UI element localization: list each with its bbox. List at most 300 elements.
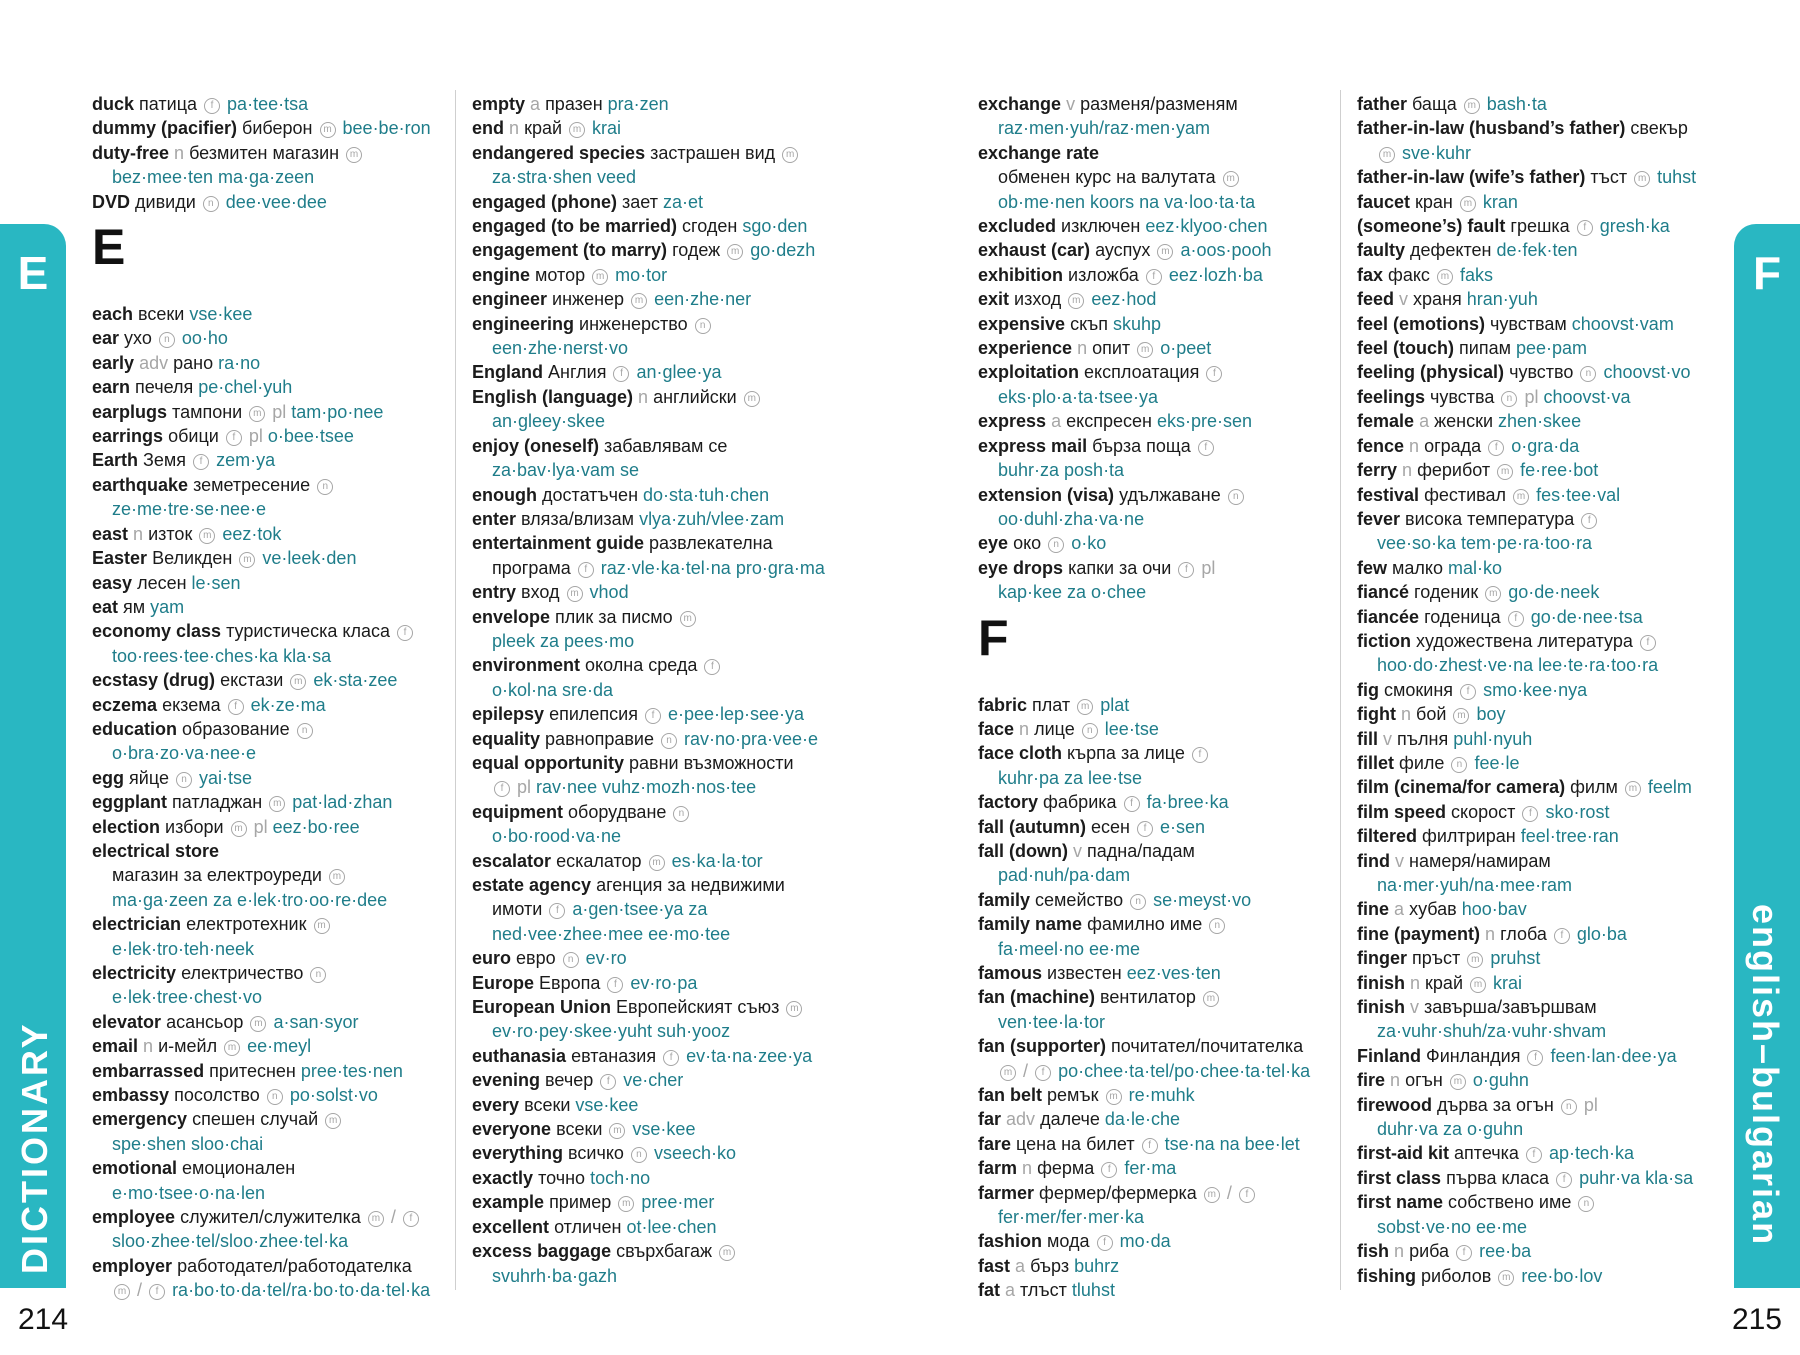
translation: смокиня xyxy=(1384,679,1454,700)
translation: имоти xyxy=(492,899,543,920)
translation: сгоден xyxy=(682,216,738,237)
translation: околна среда xyxy=(585,655,698,676)
pronunciation: een·zhe·ner xyxy=(654,289,752,310)
translation: емоционален xyxy=(182,1158,296,1179)
dictionary-entry xyxy=(1357,1215,1722,1239)
headword: employee xyxy=(92,1207,176,1228)
headword: end xyxy=(472,118,505,139)
pronunciation: mal·ko xyxy=(1448,557,1503,578)
headword: fever xyxy=(1357,508,1401,529)
headword: Europe xyxy=(472,972,535,993)
pronunciation: fe·ree·bot xyxy=(1520,460,1599,481)
pronunciation: eks·pre·sen xyxy=(1156,411,1252,432)
gender-icon: n xyxy=(1580,366,1596,382)
dictionary-entry xyxy=(472,385,837,409)
pronunciation: pad·nuh/pa·dam xyxy=(998,865,1131,886)
dictionary-entry xyxy=(978,717,1343,741)
dictionary-entry xyxy=(92,141,457,165)
translation: изток xyxy=(148,523,193,544)
translation: евро xyxy=(516,948,556,969)
dictionary-entry xyxy=(472,702,837,726)
headword: entertainment guide xyxy=(472,533,645,554)
dictionary-entry xyxy=(472,1190,837,1214)
gender-icon: m xyxy=(1464,98,1480,114)
gender-icon: m xyxy=(1467,952,1483,968)
translation: плат xyxy=(1032,694,1071,715)
gender-icon: m xyxy=(1157,244,1173,260)
gender-icon: m xyxy=(346,147,362,163)
headword: feed xyxy=(1357,289,1395,310)
translation: филм xyxy=(1570,777,1618,798)
headword: economy class xyxy=(92,621,222,642)
gender-icon: f xyxy=(1192,747,1208,763)
plural-marker: pl xyxy=(1524,386,1539,407)
pronunciation: o·gra·da xyxy=(1511,435,1580,456)
part-of-speech: v xyxy=(1073,840,1082,861)
tab-label-right: english–bulgarian xyxy=(1745,904,1786,1247)
gender-icon: f xyxy=(149,1284,165,1300)
translation: безмитен магазин xyxy=(189,142,340,163)
translation: експлоатация xyxy=(1084,362,1200,383)
plural-marker: pl xyxy=(517,777,532,798)
headword: equal opportunity xyxy=(472,752,624,773)
translation: фестивал xyxy=(1424,484,1507,505)
dictionary-entry xyxy=(978,1034,1343,1058)
translation: удължаване xyxy=(1119,484,1221,505)
dictionary-entry xyxy=(978,385,1343,409)
headword: enjoy (oneself) xyxy=(472,435,600,456)
pronunciation: fer·ma xyxy=(1124,1158,1177,1179)
headword: exchange rate xyxy=(978,142,1100,163)
dictionary-entry xyxy=(978,1059,1343,1083)
dictionary-entry xyxy=(472,922,837,946)
pronunciation: pree·tes·nen xyxy=(300,1060,403,1081)
translation: патладжан xyxy=(172,792,263,813)
translation: плик за писмо xyxy=(555,606,673,627)
headword: emotional xyxy=(92,1158,178,1179)
translation: електричество xyxy=(181,963,304,983)
dictionary-entry xyxy=(472,556,837,580)
gender-icon: m xyxy=(114,1284,130,1300)
translation: всеки xyxy=(556,1119,603,1140)
headword: European Union xyxy=(472,997,611,1018)
translation: цена на билет xyxy=(1016,1133,1135,1154)
translation: баща xyxy=(1412,94,1457,114)
pronunciation: plat xyxy=(1100,694,1130,715)
dictionary-entry xyxy=(472,238,837,262)
headword: fan (machine) xyxy=(978,987,1096,1008)
part-of-speech: a xyxy=(1394,899,1405,920)
gender-icon: f xyxy=(613,366,629,382)
pronunciation: sko·rost xyxy=(1545,801,1610,822)
dictionary-entry xyxy=(978,1132,1343,1156)
headword: faucet xyxy=(1357,191,1411,212)
pronunciation: vse·kee xyxy=(632,1119,696,1140)
dictionary-entry xyxy=(472,629,837,653)
pronunciation: sobst·ve·no ee·me xyxy=(1377,1216,1528,1237)
dictionary-entry xyxy=(1357,409,1722,433)
dictionary-entry xyxy=(92,424,457,448)
dictionary-entry xyxy=(978,888,1343,912)
gender-icon: m xyxy=(1137,342,1153,358)
headword: far xyxy=(978,1109,1002,1130)
dictionary-entry xyxy=(472,1215,837,1239)
translation: художествена литература xyxy=(1416,630,1633,651)
dictionary-entry xyxy=(92,644,457,668)
dictionary-entry xyxy=(1357,1044,1722,1068)
dictionary-entry xyxy=(978,1278,1343,1302)
gender-icon: f xyxy=(1206,366,1222,382)
headword: feel (emotions) xyxy=(1357,313,1486,334)
headword: emergency xyxy=(92,1109,188,1130)
headword: environment xyxy=(472,655,581,676)
gender-icon: m xyxy=(1485,586,1501,602)
translation: тампони xyxy=(172,401,243,422)
headword: duty-free xyxy=(92,142,170,163)
part-of-speech: n xyxy=(1410,972,1421,993)
translation: огън xyxy=(1405,1070,1443,1091)
part-of-speech: v xyxy=(1066,94,1076,114)
translation: Европейският съюз xyxy=(616,997,780,1018)
headword: early xyxy=(92,352,135,373)
translation: екзема xyxy=(162,694,221,715)
pronunciation: za·vuhr·shuh/za·vuhr·shvam xyxy=(1377,1021,1607,1042)
pronunciation: bez·mee·ten ma·ga·zeen xyxy=(112,167,315,188)
translation: изключен xyxy=(1061,216,1141,237)
dictionary-entry xyxy=(472,653,837,677)
headword: fine (payment) xyxy=(1357,923,1481,944)
dictionary-entry xyxy=(472,1239,837,1263)
pronunciation: raz·vle·ka·tel·na pro·gra·ma xyxy=(600,557,825,578)
pronunciation: oo·duhl·zha·va·ne xyxy=(998,508,1145,529)
tab-label-left: DICTIONARY xyxy=(14,1021,55,1274)
translation: ям xyxy=(123,596,146,617)
part-of-speech: v xyxy=(1383,728,1393,749)
headword: feel (touch) xyxy=(1357,338,1454,359)
gender-icon: m xyxy=(1634,171,1650,187)
headword: egg xyxy=(92,767,125,788)
translation: всичко xyxy=(568,1143,624,1164)
dictionary-entry xyxy=(978,741,1343,765)
section-letter: F xyxy=(978,609,1009,666)
gender-icon: n xyxy=(203,196,219,212)
translation: пример xyxy=(549,1192,612,1213)
gender-icon: n xyxy=(631,1147,647,1163)
headword: enter xyxy=(472,508,517,529)
translation: есен xyxy=(1091,816,1130,837)
translation: аптечка xyxy=(1454,1143,1519,1164)
pronunciation: ve·leek·den xyxy=(262,548,357,569)
translation: фамилно име xyxy=(1087,914,1203,935)
pronunciation: pleek za pees·mo xyxy=(492,630,635,651)
dictionary-entry xyxy=(472,531,837,555)
headword: earthquake xyxy=(92,474,189,495)
pronunciation: pree·mer xyxy=(641,1192,715,1213)
dictionary-entry xyxy=(1357,922,1722,946)
gender-icon: f xyxy=(1035,1065,1051,1081)
pronunciation: mo·tor xyxy=(615,264,668,285)
dictionary-entry xyxy=(92,595,457,619)
pronunciation: za·et xyxy=(662,191,703,212)
dictionary-entry xyxy=(472,483,837,507)
translation: работодател/работодателка xyxy=(177,1255,412,1276)
dictionary-entry xyxy=(92,863,457,887)
translation: грешка xyxy=(1510,216,1570,237)
dictionary-entry xyxy=(472,263,837,287)
headword: east xyxy=(92,523,129,544)
translation: епилепсия xyxy=(549,704,638,725)
translation: ухо xyxy=(124,328,152,349)
gender-icon: f xyxy=(704,659,720,675)
part-of-speech: n xyxy=(133,523,144,544)
dictionary-entry xyxy=(472,1117,837,1141)
gender-icon: f xyxy=(226,430,242,446)
dictionary-entry xyxy=(1357,751,1722,775)
plural-marker: pl xyxy=(253,816,268,837)
dictionary-entry xyxy=(92,985,457,1009)
dictionary-entry xyxy=(978,766,1343,790)
translation: собствено име xyxy=(1448,1192,1572,1213)
translation: пълня xyxy=(1397,728,1449,749)
dictionary-entry xyxy=(92,937,457,961)
headword: family xyxy=(978,889,1031,910)
headword: engineering xyxy=(472,313,575,334)
pronunciation: een·zhe·nerst·vo xyxy=(492,338,629,359)
gender-icon: m xyxy=(368,1211,384,1227)
dictionary-entry xyxy=(92,1059,457,1083)
translation: пръст xyxy=(1412,948,1461,969)
translation: яйце xyxy=(129,767,169,788)
dictionary-entry xyxy=(472,995,837,1019)
dictionary-entry xyxy=(92,400,457,424)
gender-separator: / xyxy=(1226,1182,1232,1203)
translation: вентилатор xyxy=(1100,987,1196,1008)
gender-icon: f xyxy=(1101,1162,1117,1178)
dictionary-entry xyxy=(978,839,1343,863)
gender-icon: n xyxy=(1228,489,1244,505)
gender-icon: f xyxy=(1142,1138,1158,1154)
gender-icon: m xyxy=(1106,1089,1122,1105)
page-number-right: 215 xyxy=(1731,1303,1782,1336)
headword: electrician xyxy=(92,914,182,935)
pronunciation: a·oos·pooh xyxy=(1180,240,1272,261)
pronunciation: oo·ho xyxy=(181,328,228,349)
headword: exactly xyxy=(472,1167,534,1188)
headword: eggplant xyxy=(92,792,167,813)
headword: fire xyxy=(1357,1070,1386,1091)
headword: equality xyxy=(472,728,541,749)
translation: фермер/фермерка xyxy=(1039,1182,1197,1203)
dictionary-entry xyxy=(1357,116,1722,140)
gender-icon: m xyxy=(649,855,665,871)
pronunciation: eez·klyoo·chen xyxy=(1145,216,1268,237)
headword: entry xyxy=(472,582,517,603)
headword: everyone xyxy=(472,1119,552,1140)
dictionary-entry xyxy=(472,360,837,384)
headword: Easter xyxy=(92,548,148,569)
translation: свекър xyxy=(1630,118,1688,139)
headword: earplugs xyxy=(92,401,168,422)
gender-icon: f xyxy=(607,977,623,993)
headword: film speed xyxy=(1357,801,1447,822)
dictionary-entry xyxy=(92,302,457,326)
translation: тъст xyxy=(1590,167,1628,188)
pronunciation: eez·tok xyxy=(222,523,282,544)
dictionary-entry xyxy=(978,1107,1343,1131)
dictionary-entry xyxy=(1357,214,1722,238)
dictionary-entry xyxy=(978,507,1343,531)
translation: рано xyxy=(173,352,214,373)
gender-icon: n xyxy=(1561,1099,1577,1115)
part-of-speech: n xyxy=(1022,1158,1033,1179)
gender-icon: m xyxy=(727,244,743,260)
headword: expensive xyxy=(978,313,1066,334)
pronunciation: tse·na na bee·let xyxy=(1164,1133,1300,1154)
dictionary-entry xyxy=(978,190,1343,214)
dictionary-entry xyxy=(1357,1019,1722,1043)
headword: fast xyxy=(978,1255,1011,1276)
dictionary-entry xyxy=(978,1181,1343,1205)
dictionary-entry xyxy=(472,946,837,970)
pronunciation: ot·lee·chen xyxy=(626,1216,717,1237)
gender-icon: f xyxy=(1178,562,1194,578)
gender-icon: m xyxy=(224,1040,240,1056)
translation: вход xyxy=(521,582,560,603)
dictionary-entry xyxy=(1357,1239,1722,1263)
headword: envelope xyxy=(472,606,551,627)
headword: (someone’s) fault xyxy=(1357,216,1506,237)
gender-icon: m xyxy=(325,1113,341,1129)
tab-letter-left: E xyxy=(17,247,49,299)
dictionary-entry xyxy=(472,1044,837,1068)
translation: глоба xyxy=(1500,923,1547,944)
headword: first class xyxy=(1357,1167,1442,1188)
dictionary-entry xyxy=(92,717,457,741)
dictionary-entry xyxy=(978,815,1343,839)
translation: точно xyxy=(538,1167,586,1188)
headword: engineer xyxy=(472,289,548,310)
translation: факс xyxy=(1388,264,1430,285)
translation: Финландия xyxy=(1426,1045,1521,1066)
translation: всеки xyxy=(138,304,185,325)
dictionary-entry xyxy=(472,824,837,848)
headword: ear xyxy=(92,328,120,349)
gender-icon: m xyxy=(782,147,798,163)
pronunciation: re·muhk xyxy=(1128,1085,1195,1106)
headword: easy xyxy=(92,572,133,593)
pronunciation: ev·ro·pa xyxy=(630,972,698,993)
pronunciation: ev·ro·pey·skee·yuht suh·yooz xyxy=(492,1021,731,1042)
translation: скъп xyxy=(1070,313,1108,334)
dictionary-entry xyxy=(978,1205,1343,1229)
headword: fillet xyxy=(1357,752,1395,773)
headword: fashion xyxy=(978,1231,1043,1252)
translation: равноправие xyxy=(545,728,654,749)
dictionary-entry xyxy=(92,326,457,350)
dictionary-entry xyxy=(1357,727,1722,751)
pronunciation: ev·ro xyxy=(585,948,627,969)
part-of-speech: n xyxy=(1019,718,1030,739)
pronunciation: lee·tse xyxy=(1104,718,1159,739)
headword: fill xyxy=(1357,728,1378,749)
headword: engaged (phone) xyxy=(472,191,617,212)
pronunciation: sve·kuhr xyxy=(1402,142,1472,163)
gender-icon: f xyxy=(1460,684,1476,700)
dictionary-entry xyxy=(978,458,1343,482)
dictionary-entry xyxy=(1357,678,1722,702)
pronunciation: pruhst xyxy=(1490,948,1541,969)
gender-icon: f xyxy=(663,1050,679,1066)
pronunciation: po·chee·ta·tel/po·chee·ta·tel·ka xyxy=(1058,1060,1311,1081)
dictionary-entry xyxy=(1357,141,1722,165)
pronunciation: ek·sta·zee xyxy=(313,670,398,691)
dictionary-entry xyxy=(978,434,1343,458)
pronunciation: spe·shen sloo·chai xyxy=(112,1133,264,1154)
translation: риба xyxy=(1409,1241,1450,1262)
pronunciation: sgo·den xyxy=(742,216,808,237)
gender-icon: n xyxy=(1451,757,1467,773)
headword: finish xyxy=(1357,997,1405,1018)
headword: email xyxy=(92,1036,139,1057)
pronunciation: ap·tech·ka xyxy=(1548,1143,1634,1164)
dictionary-entry xyxy=(1357,336,1722,360)
pronunciation: puhl·nyuh xyxy=(1453,728,1533,749)
translation: падна/падам xyxy=(1087,840,1195,861)
pronunciation: da·le·che xyxy=(1104,1109,1180,1130)
pronunciation: pa·tee·tsa xyxy=(227,94,309,114)
dictionary-entry xyxy=(1357,385,1722,409)
translation: посолство xyxy=(174,1085,260,1106)
dictionary-entry xyxy=(978,961,1343,985)
pronunciation: fes·tee·val xyxy=(1536,484,1621,505)
translation: хубав xyxy=(1409,899,1457,920)
translation: завърша/завършвам xyxy=(1424,997,1597,1018)
part-of-speech: a xyxy=(1005,1280,1016,1301)
dictionary-entry xyxy=(1357,287,1722,311)
dictionary-column-3 xyxy=(978,92,1343,1303)
dictionary-entry xyxy=(978,1156,1343,1180)
pronunciation: buhr·za posh·ta xyxy=(998,460,1125,481)
translation: кърпа за лице xyxy=(1067,743,1185,764)
dictionary-entry xyxy=(92,888,457,912)
translation: ферма xyxy=(1037,1158,1095,1179)
headword: exhaust (car) xyxy=(978,240,1091,261)
dictionary-entry xyxy=(92,839,457,863)
gender-icon: f xyxy=(1239,1187,1255,1203)
gender-icon: m xyxy=(329,869,345,885)
gender-icon: m xyxy=(1068,293,1084,309)
dictionary-entry xyxy=(92,448,457,472)
pronunciation: boy xyxy=(1476,704,1506,725)
gender-icon: m xyxy=(1379,147,1395,163)
dictionary-entry xyxy=(978,409,1343,433)
dictionary-entry xyxy=(92,1132,457,1156)
dictionary-entry xyxy=(92,815,457,839)
pronunciation: rav·nee vuhz·mozh·nos·tee xyxy=(536,777,757,798)
pronunciation: a·san·syor xyxy=(273,1011,359,1032)
pronunciation: o·bra·zo·va·nee·e xyxy=(112,743,257,764)
pronunciation: vseech·ko xyxy=(653,1143,737,1164)
pronunciation: e·sen xyxy=(1160,816,1206,837)
headword: Earth xyxy=(92,450,139,471)
dictionary-entry xyxy=(92,619,457,643)
pronunciation: ra·bo·to·da·tel/ra·bo·to·da·tel·ka xyxy=(172,1280,431,1301)
part-of-speech: a xyxy=(530,94,541,114)
translation: филтриран xyxy=(1422,826,1516,847)
headword: evening xyxy=(472,1070,541,1091)
gender-icon: n xyxy=(310,967,326,983)
gender-icon: n xyxy=(1578,1196,1594,1212)
